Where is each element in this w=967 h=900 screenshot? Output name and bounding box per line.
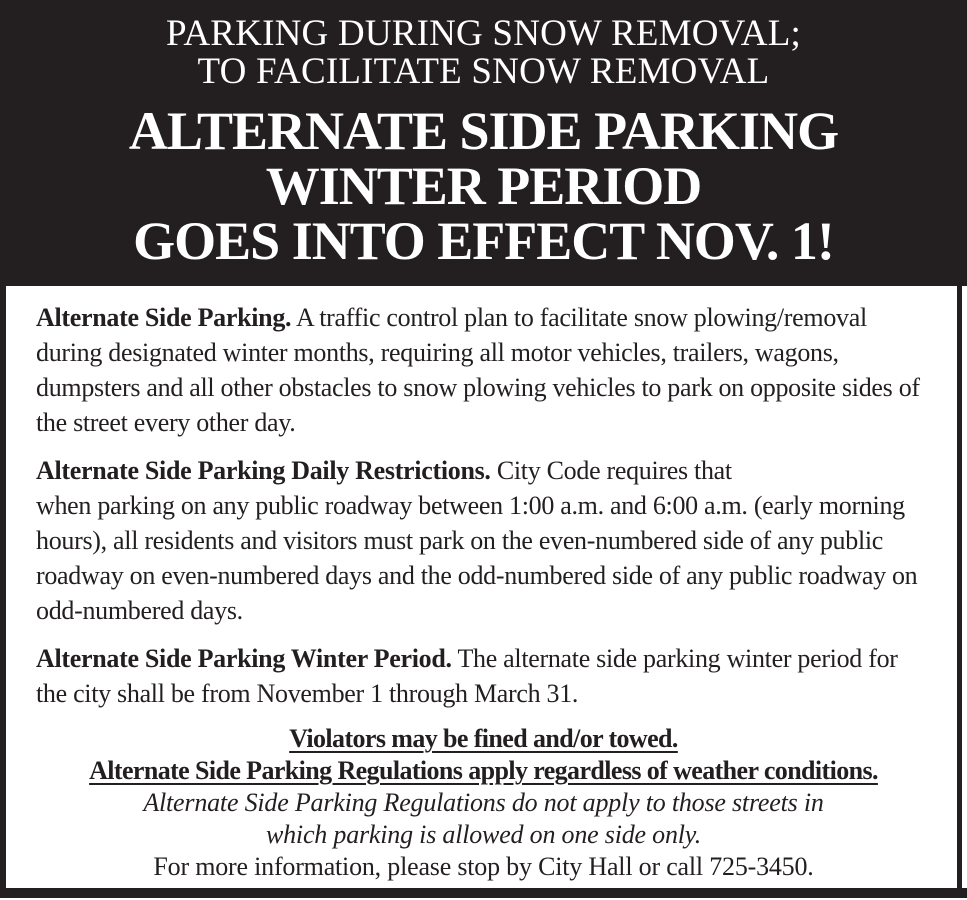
paragraph-lead: Alternate Side Parking. xyxy=(36,303,292,332)
headline-line-1: ALTERNATE SIDE PARKING xyxy=(128,101,839,161)
weather-conditions-warning-row xyxy=(36,755,931,787)
paragraph-alternate-side-parking xyxy=(36,300,931,440)
kicker-line-1: PARKING DURING SNOW REMOVAL; xyxy=(165,13,801,54)
more-info-text: For more information, please stop by City Hall or call 725-3450. xyxy=(153,852,814,881)
notice-headline xyxy=(0,101,967,271)
kicker-line-2: TO FACILITATE SNOW REMOVAL xyxy=(197,51,770,92)
paragraph-text: when parking on any public roadway between 1:00 a.m. and 6:00 a.m. (early morning hours), all residents and visitors must park on the even-numbered side of any public roadway on even-numbered days and the odd-numbered side of any public roadway on odd-numbered days. xyxy=(36,491,918,625)
paragraph-winter-period xyxy=(36,641,931,711)
more-info-row xyxy=(36,851,931,883)
violators-warning-row xyxy=(36,723,931,755)
notice-body xyxy=(0,286,962,888)
violators-warning: Violators may be fined and/or towed. xyxy=(289,724,678,753)
paragraph-text: A traffic control plan to facilitate snow plowing/removal during designated winter months, requiring all motor vehicles, trailers, wagons, dumpsters and all other obstacles to snow plowing vehicles to park on opposite sides of the street every other day. xyxy=(36,303,920,437)
exception-note-line-1: Alternate Side Parking Regulations do not apply to those streets in xyxy=(143,788,824,817)
paragraph-daily-restrictions xyxy=(36,453,931,628)
paragraph-text: The alternate side parking winter period for the city shall be from November 1 through March 31. xyxy=(36,644,898,708)
weather-conditions-warning: Alternate Side Parking Regulations apply regardless of weather conditions. xyxy=(89,756,878,785)
notice-footnotes xyxy=(36,723,931,883)
paragraph-lead: Alternate Side Parking Winter Period. xyxy=(36,644,452,673)
notice-masthead xyxy=(0,0,967,286)
headline-line-3: GOES INTO EFFECT NOV. 1! xyxy=(133,211,834,271)
exception-note-row-2 xyxy=(36,819,931,851)
paragraph-text-intro: City Code requires that xyxy=(490,456,732,485)
paragraph-lead: Alternate Side Parking Daily Restrictions. xyxy=(36,456,491,485)
bottom-rule xyxy=(0,888,967,898)
exception-note-line-2: which parking is allowed on one side only. xyxy=(265,820,701,849)
exception-note-row-1 xyxy=(36,787,931,819)
headline-line-2: WINTER PERIOD xyxy=(265,156,702,216)
